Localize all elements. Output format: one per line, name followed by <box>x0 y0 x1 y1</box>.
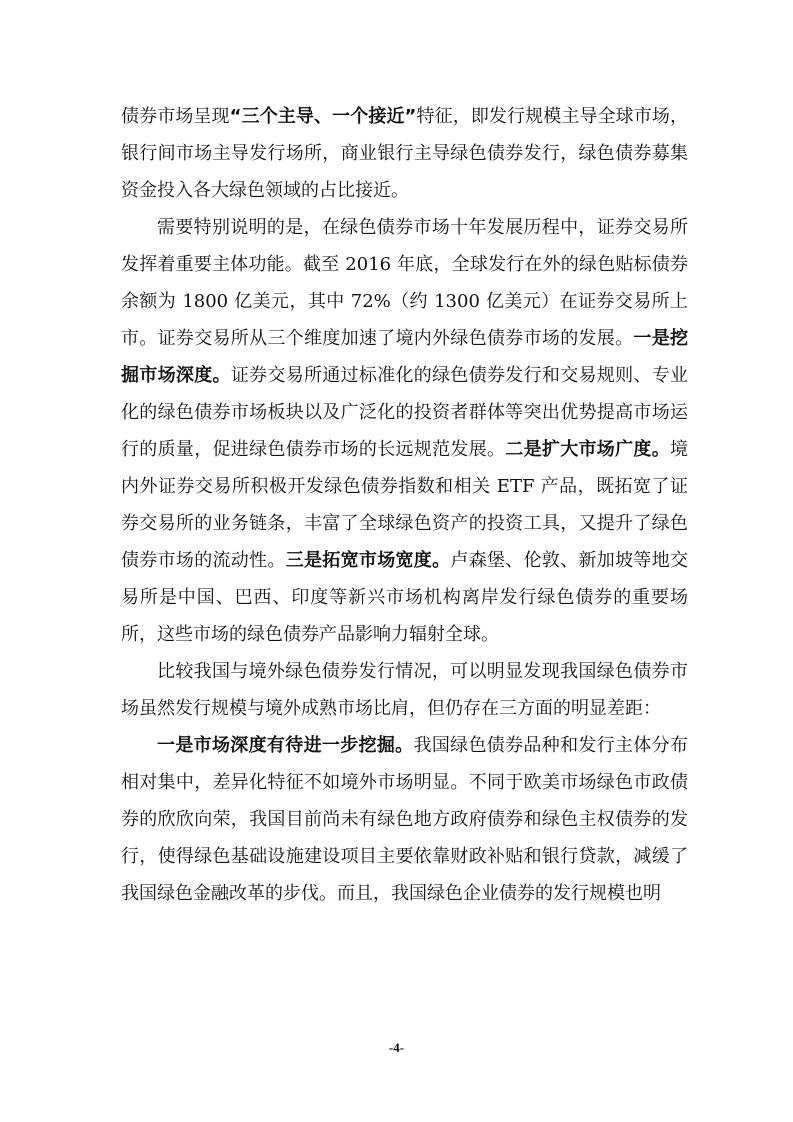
body-text <box>121 98 688 912</box>
page-number: -4- <box>388 1040 405 1055</box>
p4-text-b: 我国绿色债券品种和发行主体分布相对集中，差异化特征不如境外市场明显。不同于欧美市场绿色市政债券的欣欣向荣，我国目前尚未有绿色地方政府债券和绿色主权债券的发行，使得绿色基础设施建设项目主要依靠财政补贴和银行贷款，减缓了我国绿色金融改革的步伐。而且，我国绿色企业债券的发行规模也明 <box>121 735 688 904</box>
p4-heading: 一是市场深度有待进一步挖掘。 <box>157 735 414 756</box>
paragraph-3 <box>121 653 688 727</box>
p3-text-a: 比较我国与境外绿色债券发行情况，可以明显发现我国绿色债券市场虽然发行规模与境外成熟市场比肩，但仍存在三方面的明显差距： <box>121 661 688 719</box>
p1-highlight: “三个主导、一个接近” <box>229 106 417 127</box>
p2-heading-width: 三是拓宽市场宽度。 <box>285 550 451 571</box>
paragraph-1 <box>121 98 688 209</box>
p2-heading-breadth: 二是扩大市场广度。 <box>505 439 671 460</box>
p2-text-g: 卢森堡、伦敦、新加坡等地交易所是中国、巴西、印度等新兴市场机构离岸发行绿色债券的重要场所，这些市场的绿色债券产品影响力辐射全球。 <box>121 550 689 645</box>
p1-text-c: 特征，即发行规模主导全球市场，银行间市场主导发行场所，商业银行主导绿色债券发行，绿色债券募集资金投入各大绿色领域的占比接近。 <box>121 106 688 201</box>
p2-text-c: 证券交易所通过标准化的绿色债券发行和交易规则、专业化的绿色债券市场板块以及广泛化的投资者群体等突出优势提高市场运行的质量，促进绿色债券市场的长远规范发展。 <box>121 365 689 460</box>
paragraph-2 <box>121 209 688 653</box>
paragraph-4 <box>121 727 688 912</box>
p2-text-a: 需要特别说明的是，在绿色债券市场十年发展历程中，证券交易所发挥着重要主体功能。截至 2016 年底，全球发行在外的绿色贴标债券余额为 1800 亿美元，其中 72%（约 1300 亿美元）在证券交易所上市。证券交易所从三个维度加速了境内外绿色债券市场的发展。 <box>121 217 688 349</box>
p2-heading-depth: 一是挖掘市场深度。 <box>121 328 689 386</box>
p2-text-e: 境内外证券交易所积极开发绿色债券指数和相关 ETF 产品，既拓宽了证券交易所的业务链条，丰富了全球绿色资产的投资工具，又提升了绿色债券市场的流动性。 <box>121 439 689 571</box>
p1-text-a: 债券市场呈现 <box>121 106 230 127</box>
